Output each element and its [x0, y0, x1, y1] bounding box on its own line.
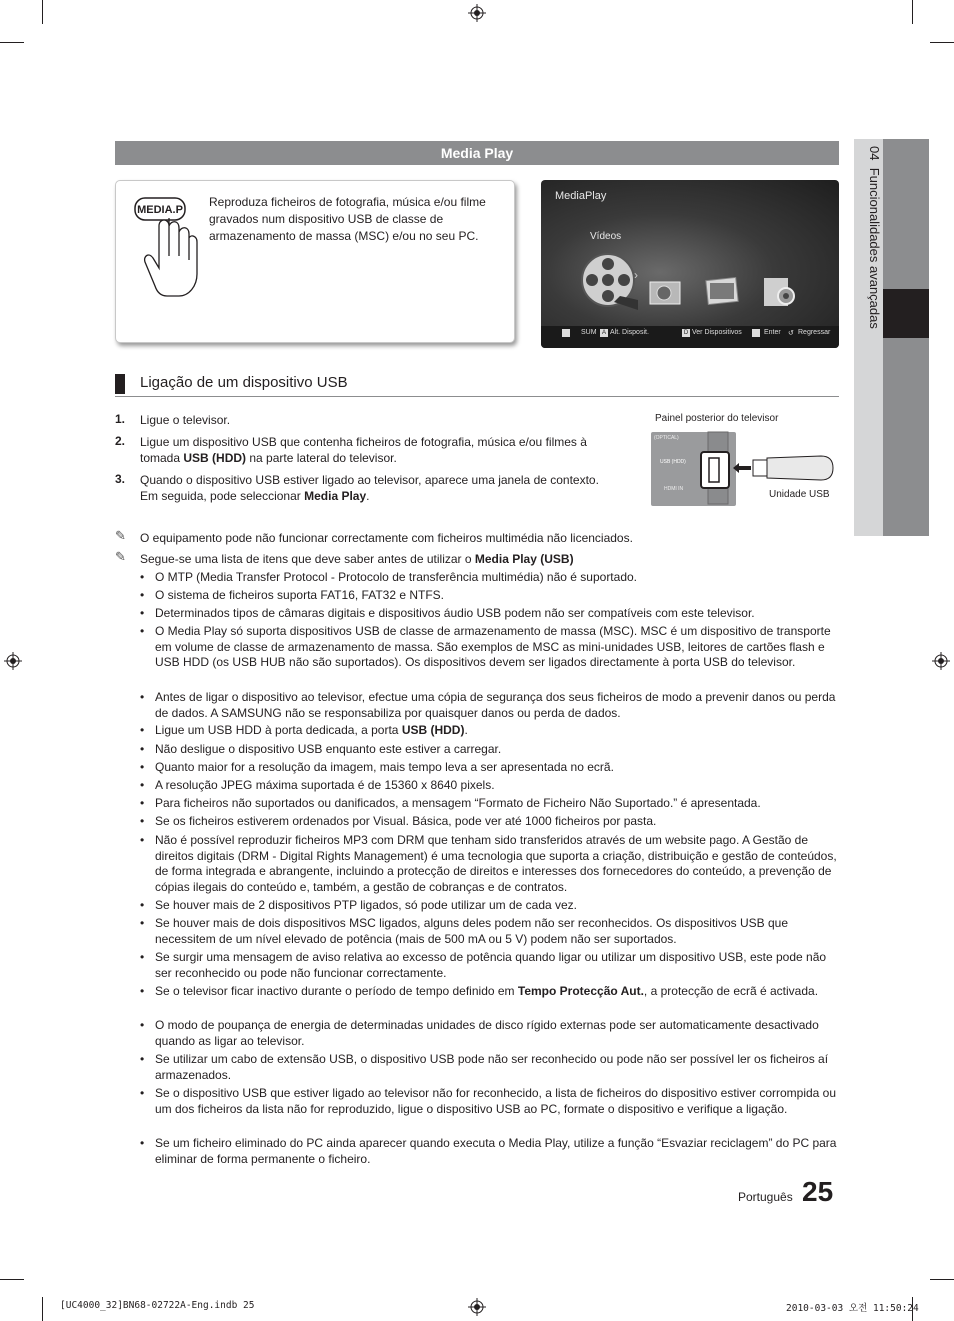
- step-text: Ligue o televisor.: [140, 413, 231, 427]
- chapter-label: [858, 146, 882, 526]
- note-text: O equipamento pode não funcionar correctamente com ficheiros multimédia não licenciados.: [140, 531, 633, 545]
- media-button-label: MEDIA.P: [137, 204, 183, 216]
- tv-selected-item: Vídeos: [590, 231, 622, 242]
- crop-mark: [0, 42, 24, 43]
- film-reel-icon: [580, 252, 640, 312]
- step-text: Ligue um dispositivo USB que contenha ficheiros de fotografia, música e/ou filmes à tomada USB (HDD) na parte lateral do televisor.: [140, 435, 587, 465]
- crop-mark: [930, 1279, 954, 1280]
- crop-mark: [0, 1279, 24, 1280]
- step-number: 1.: [115, 412, 126, 426]
- tv-footer-regressar: Regressar: [798, 329, 831, 336]
- footer-language: Português: [738, 1190, 793, 1204]
- note-text: Segue-se uma lista de itens que deve saber antes de utilizar o Media Play (USB): [140, 552, 574, 566]
- music-photo-icon: [704, 276, 742, 308]
- section-divider: [115, 396, 839, 397]
- port-label-optical: (OPTICAL): [654, 435, 679, 441]
- chapter-side-tab-dark: [883, 139, 929, 289]
- step-number: 3.: [115, 472, 126, 486]
- a-key-icon: A: [601, 330, 606, 336]
- enter-key-icon: [752, 329, 760, 337]
- section-title: Ligação de um dispositivo USB: [140, 374, 348, 391]
- registration-mark-icon: [932, 652, 950, 670]
- tv-footer-ver: Ver Dispositivos: [692, 329, 742, 336]
- page-title: Media Play: [115, 141, 839, 165]
- crop-mark: [930, 42, 954, 43]
- d-key-icon: D: [683, 330, 689, 336]
- intro-description: Reproduza ficheiros de fotografia, música e/ou filme gravados num dispositivo USB de classe de armazenamento de massa (MSC) e/ou no seu PC.: [209, 195, 486, 243]
- remote-button-press-icon: [133, 196, 203, 300]
- photo-icon: [648, 276, 684, 308]
- chapter-side-tab-marker: [883, 289, 929, 338]
- registration-mark-icon: [4, 652, 22, 670]
- crop-mark: [42, 0, 43, 24]
- chapter-title: Funcionalidades avançadas: [867, 167, 882, 329]
- arrow-right-icon: ›: [634, 268, 638, 282]
- registration-mark-icon: [468, 4, 486, 22]
- settings-gear-icon: [762, 276, 798, 308]
- print-slug-right: 2010-03-03 오전 11:50:24: [786, 1303, 919, 1314]
- print-slug-left: [UC4000_32]BN68-02722A-Eng.indb 25: [60, 1300, 255, 1311]
- step-number: 2.: [115, 434, 126, 448]
- chapter-number: 04: [867, 146, 882, 161]
- sum-key-icon: [562, 329, 570, 337]
- panel-caption: Painel posterior do televisor: [655, 413, 779, 424]
- crop-mark: [912, 0, 913, 24]
- tv-footer-sum: SUM: [581, 329, 597, 336]
- note-icon: ✎: [115, 528, 126, 543]
- port-label-usb: USB (HDD): [660, 459, 686, 465]
- page-number: 25: [802, 1176, 834, 1207]
- port-label-hdmi: HDMI IN: [664, 486, 684, 492]
- return-icon: ↺: [788, 330, 794, 337]
- tv-footer: [548, 326, 834, 342]
- usb-drive-caption: Unidade USB: [769, 489, 830, 500]
- section-marker: [115, 374, 125, 394]
- chapter-side-tab-dark: [883, 338, 929, 536]
- registration-mark-icon: [468, 1298, 486, 1316]
- step-text: Quando o dispositivo USB estiver ligado ao televisor, aparece uma janela de contexto. Em seguida, pode seleccionar Media Play.: [140, 473, 599, 503]
- tv-screen-title: MediaPlay: [555, 190, 607, 202]
- tv-footer-enter: Enter: [764, 329, 781, 336]
- tv-footer-alt: Alt. Disposit.: [610, 329, 649, 336]
- note-icon: ✎: [115, 549, 126, 564]
- crop-mark: [42, 1297, 43, 1321]
